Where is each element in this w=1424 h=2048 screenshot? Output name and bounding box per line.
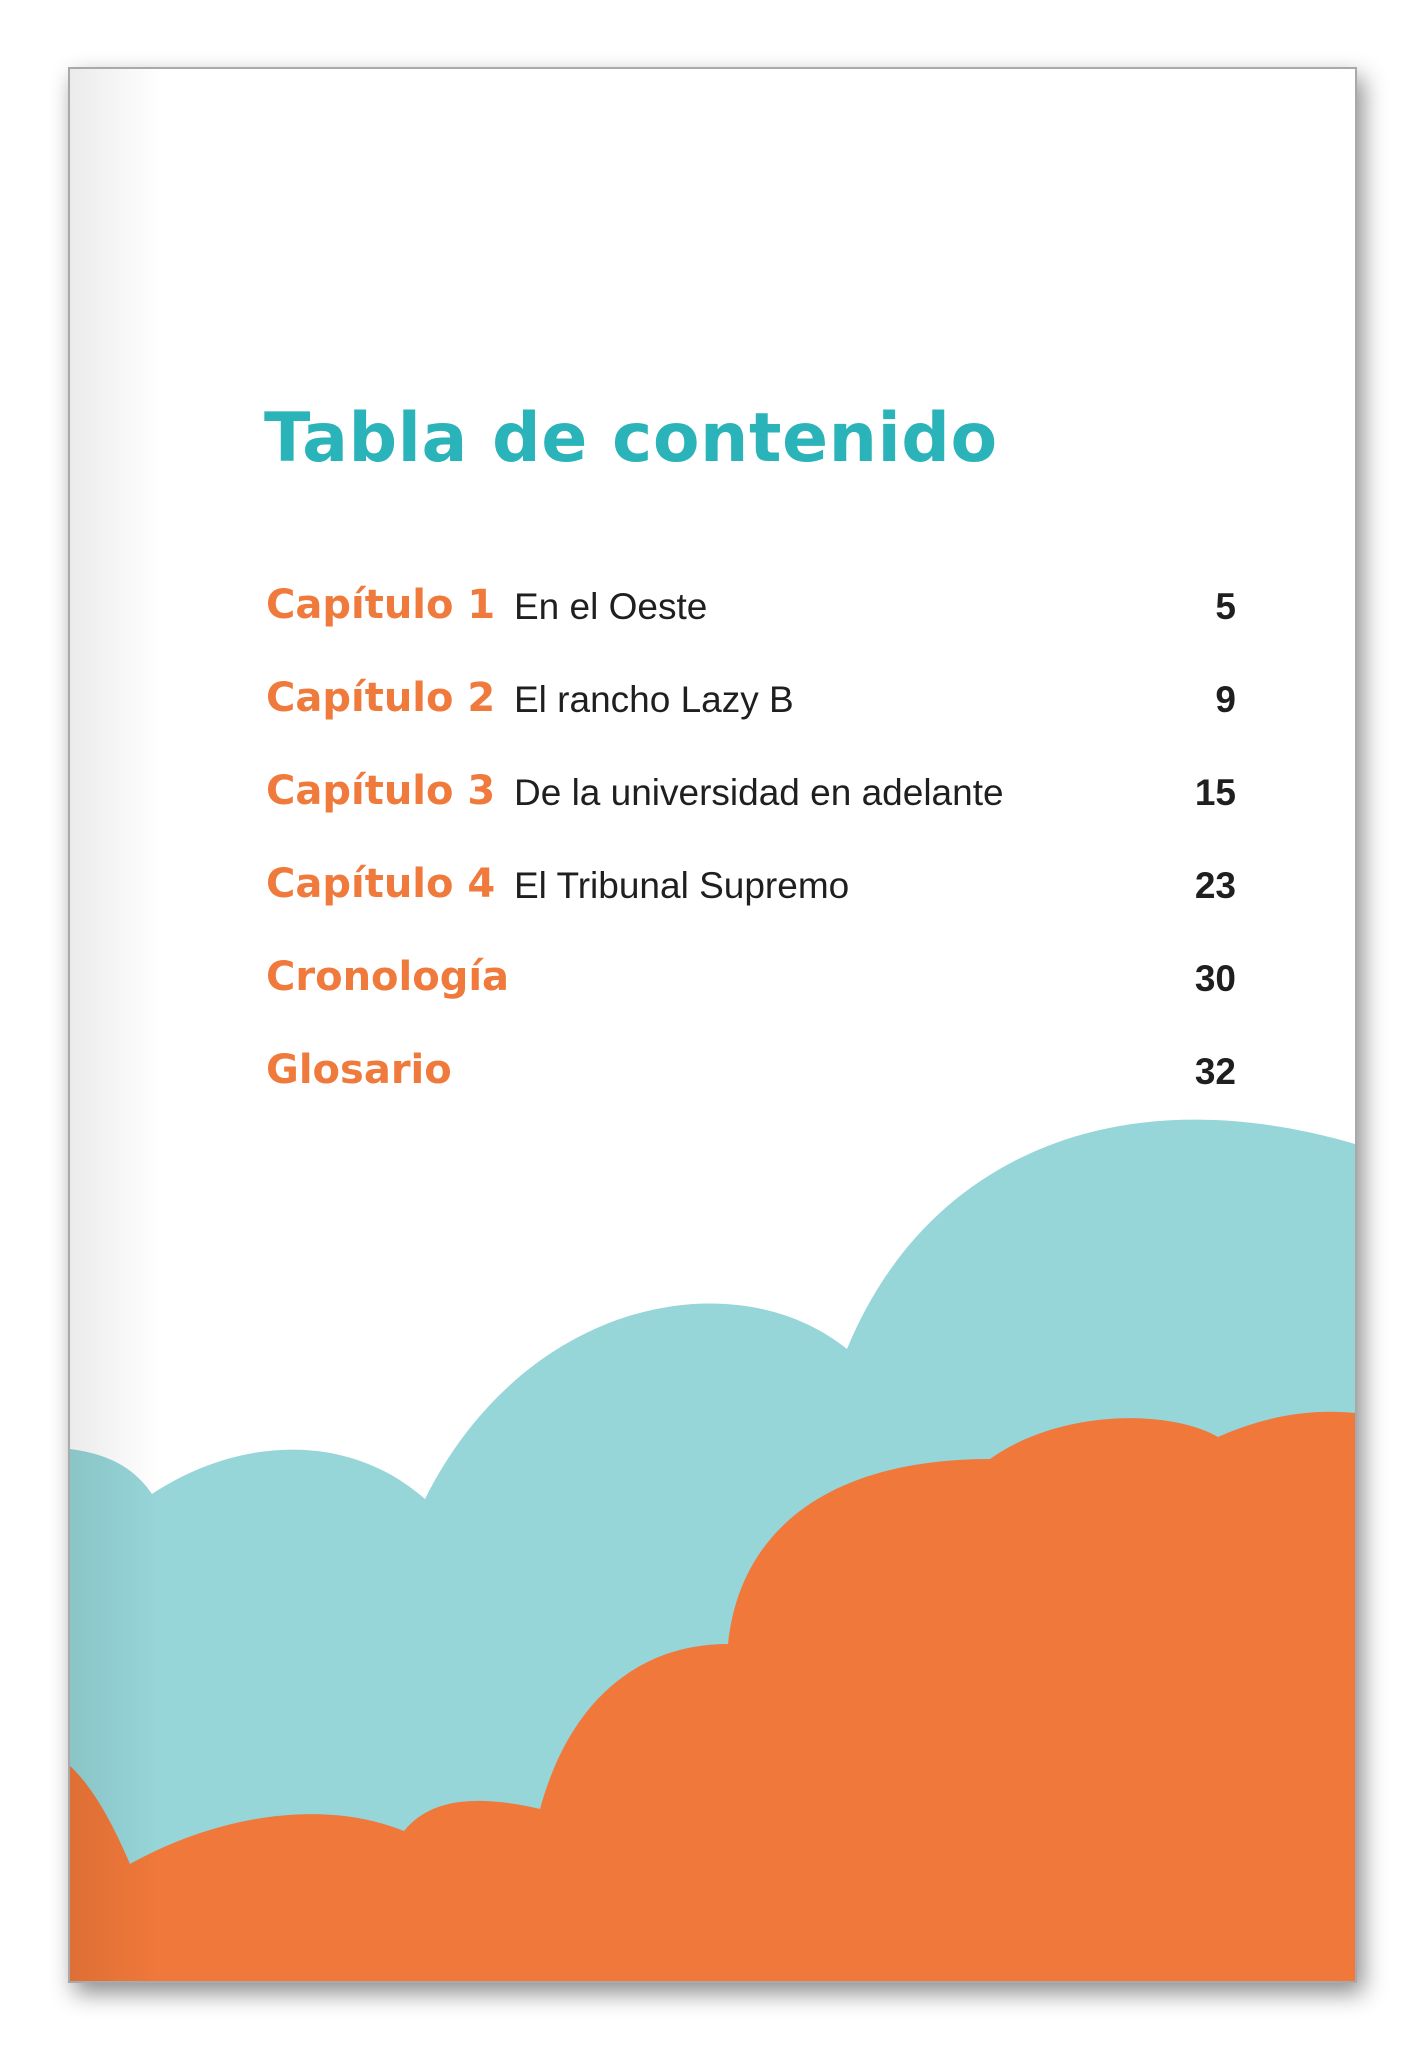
book-page — [68, 67, 1357, 1983]
toc-entry-capitulo-1[interactable] — [266, 579, 1236, 672]
toc-entry-capitulo-3[interactable] — [266, 765, 1236, 858]
toc-entry-label: Capítulo 3 — [266, 768, 496, 814]
toc-entry-page-number: 5 — [1215, 586, 1236, 627]
toc-entry-page-number: 23 — [1194, 865, 1236, 906]
toc-entry-label: Glosario — [266, 1047, 452, 1093]
toc-entry-name: El rancho Lazy B — [514, 679, 794, 720]
toc-entry-page-number: 9 — [1215, 679, 1236, 720]
toc-title: Tabla de contenido — [264, 399, 998, 478]
toc-entry-capitulo-2[interactable] — [266, 672, 1236, 765]
toc-entry-name: En el Oeste — [514, 586, 708, 627]
toc-entry-name: De la universidad en adelante — [514, 772, 1004, 813]
toc-entry-page-number: 30 — [1194, 958, 1236, 999]
toc-entry-label: Capítulo 1 — [266, 582, 496, 628]
toc-entry-glosario[interactable] — [266, 1044, 1236, 1137]
toc-entry-page-number: 32 — [1194, 1051, 1236, 1092]
toc-entry-label: Capítulo 2 — [266, 675, 496, 721]
toc-entry-capitulo-4[interactable] — [266, 858, 1236, 951]
toc-entry-label: Cronología — [266, 954, 510, 1000]
toc-entry-cronologia[interactable] — [266, 951, 1236, 1044]
toc-entry-name: El Tribunal Supremo — [514, 865, 850, 906]
toc-entry-page-number: 15 — [1194, 772, 1236, 813]
toc-entry-label: Capítulo 4 — [266, 861, 496, 907]
toc-list — [266, 579, 1236, 1137]
